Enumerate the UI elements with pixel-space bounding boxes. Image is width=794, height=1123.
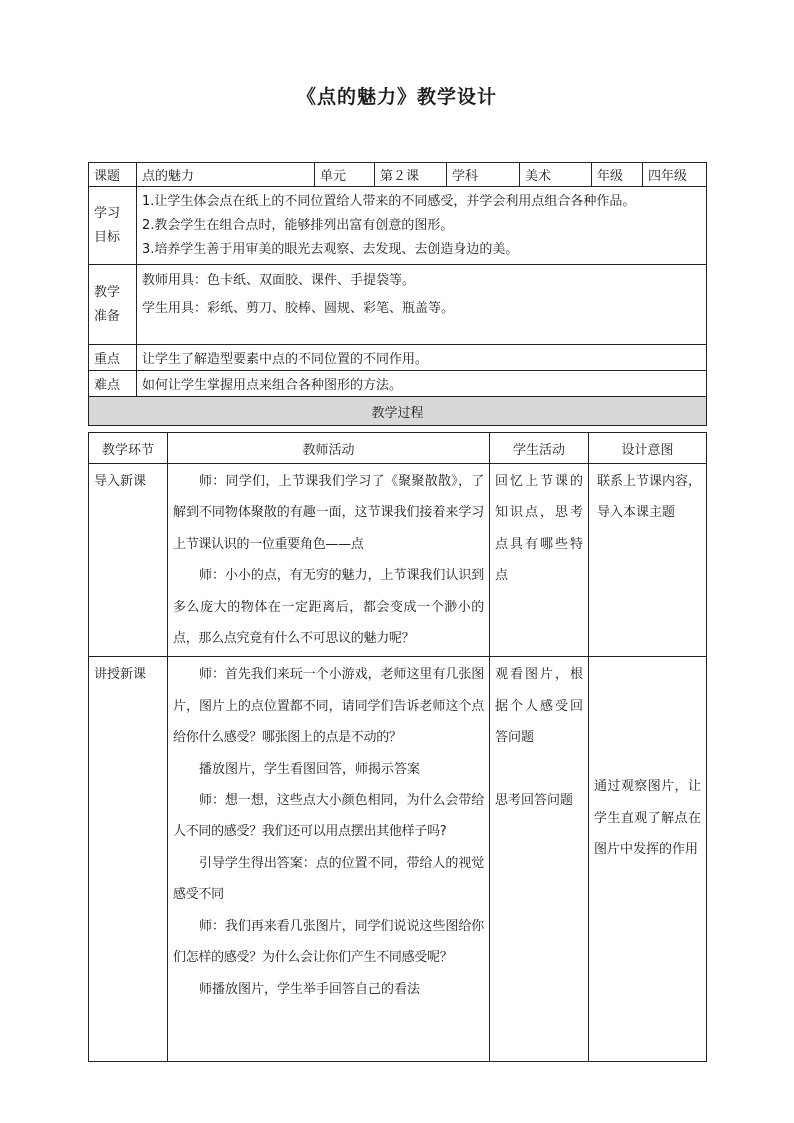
student-tools: 学生用具：彩纸、剪刀、胶棒、圆规、彩笔、瓶盖等。: [142, 301, 455, 316]
design-intent-lecture: 通过观察图片，让学生直观了解点在图片中发挥的作用: [589, 657, 707, 1062]
process-table: [88, 432, 707, 1062]
lesson-plan-table: [88, 162, 707, 426]
design-intent-intro: 联系上节课内容，导入本课主题: [589, 464, 707, 657]
document-title: 《点的魅力》教学设计: [296, 86, 497, 108]
topic-value: 点的魅力: [137, 163, 315, 187]
teacher-tools: 教师用具：色卡纸、双面胶、课件、手提袋等。: [142, 273, 416, 288]
difficulty-label: 难点: [89, 371, 137, 397]
student-activity-intro: 回忆上节课的知识点，思考点具有哪些特点: [490, 464, 589, 657]
column-intent-header: 设计意图: [589, 433, 707, 464]
column-teacher-header: 教师活动: [168, 433, 490, 464]
objectives-label: 学习 目标: [89, 187, 137, 265]
process-heading: 教学过程: [89, 397, 707, 426]
objective-item: 3.培养学生善于用审美的眼光去观察、去发现、去创造身边的美。: [142, 242, 519, 257]
teacher-activity-lecture: 师：首先我们来玩一个小游戏，老师这里有几张图片，图片上的点位置都不同，请同学们告诉老师这个点给你什么感受？哪张图上的点是不动的？ 播放图片，学生看图回答，师揭示答案 师：想一想，这些点大小颜色相同，为什么会带给人不同的感受？我们还可以用点摆出其他样子吗? 引导学生得出答案：点的位置不同，带给人的视觉感受不同 师：我们再来看几张图片，同学们说说这些图给你们怎样的感受？为什么会让你们产生不同感受呢？ 师播放图片，学生举手回答自己的看法: [168, 657, 490, 1062]
preparation-row: [89, 265, 707, 345]
objective-item: 2.教会学生在组合点时，能够排列出富有创意的图形。: [142, 218, 454, 233]
subject-label: 学科: [447, 163, 520, 187]
key-point-text: 让学生了解造型要素中点的不同位置的不同作用。: [137, 345, 707, 371]
difficulty-text: 如何让学生掌握用点来组合各种图形的方法。: [137, 371, 707, 397]
subject-value: 美术: [520, 163, 592, 187]
key-point-label: 重点: [89, 345, 137, 371]
stage-intro: 导入新课: [89, 464, 168, 657]
student-activity-lecture: 观看图片，根据个人感受回答问题 思考回答问题: [490, 657, 589, 1062]
stage-lecture: 讲授新课: [89, 657, 168, 1062]
table-row: [89, 657, 707, 1062]
unit-label: 单元: [315, 163, 375, 187]
preparation-label: 教学 准备: [89, 265, 137, 345]
teacher-activity-intro: 师：同学们，上节课我们学习了《聚聚散散》，了解到不同物体聚散的有趣一面，这节课我们接着来学习上节课认识的一位重要角色——点 师：小小的点，有无穷的魅力，上节课我们认识到多么庞大的物体在一定距离后，都会变成一个渺小的点，那么点究竟有什么不可思议的魅力呢？: [168, 464, 490, 657]
process-columns: [89, 433, 707, 464]
objective-item: 1.让学生体会点在纸上的不同位置给人带来的不同感受，并学会利用点组合各种作品。: [142, 194, 636, 209]
column-stage-header: 教学环节: [89, 433, 168, 464]
table-row: [89, 464, 707, 657]
objectives-list: [137, 187, 707, 265]
column-student-header: 学生活动: [490, 433, 589, 464]
preparation-content: [137, 265, 707, 345]
topic-label: 课题: [89, 163, 137, 187]
objectives-row: [89, 187, 707, 265]
grade-value: 四年级: [643, 163, 707, 187]
key-point-row: [89, 345, 707, 371]
process-heading-row: [89, 397, 707, 426]
grade-label: 年级: [592, 163, 643, 187]
header-row: [89, 163, 707, 187]
unit-value: 第２课: [375, 163, 447, 187]
difficulty-row: [89, 371, 707, 397]
